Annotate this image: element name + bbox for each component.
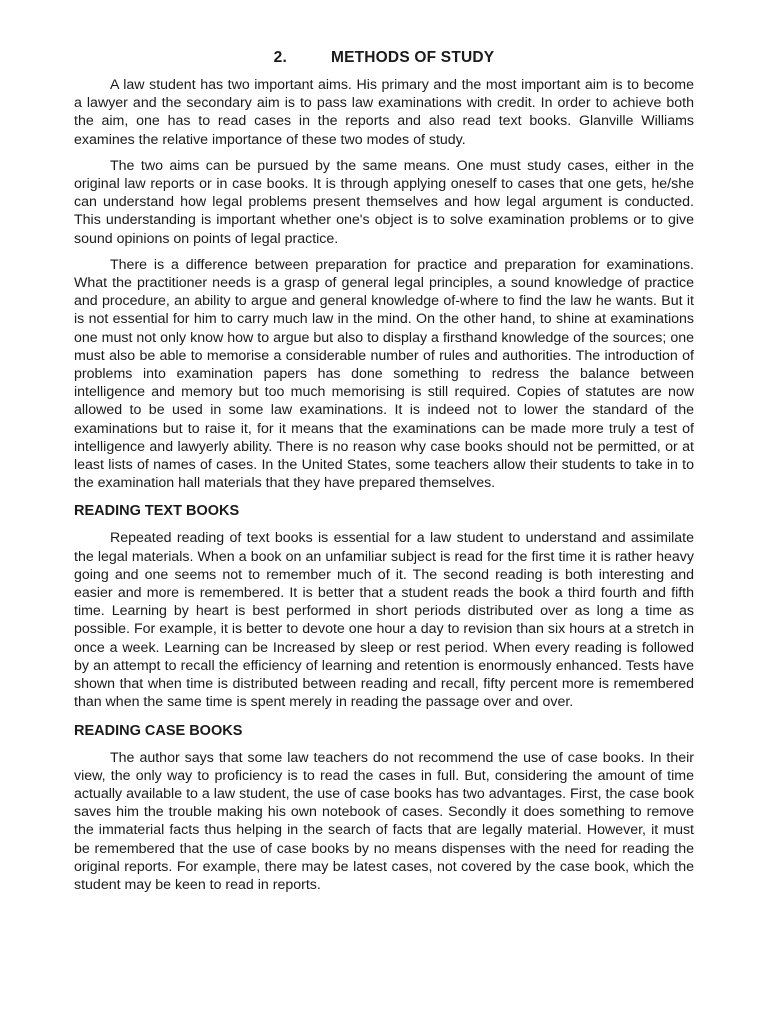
- chapter-title-text: METHODS OF STUDY: [330, 49, 495, 66]
- section-heading-reading-case-books: READING CASE BOOKS: [74, 722, 243, 739]
- section-paragraph: The author says that some law teachers do not recommend the use of case books. In their view, the only way to proficiency is to read the cases in full. But, considering the amount of time actually available to a law student, the use of case books has two advantages. First, the case book saves him the trouble making his own notebook of cases. Secondly it does something to remove the immaterial facts thus helping in the search of facts that are legally material. However, it must be remembered that the use of case books by no means dispenses with the need for reading the original reports. For example, there may be latest cases, not covered by the case book, which the student may be keen to read in reports.: [74, 749, 694, 893]
- intro-paragraph: The two aims can be pursued by the same means. One must study cases, either in the original law reports or in case books. It is through applying oneself to cases that one gets, he/she can understand how legal problems present themselves and how legal argument is conducted. This understanding is important whether one's object is to solve examination problems or to give sound opinions on points of legal practice.: [74, 157, 694, 247]
- chapter-number: 2.: [273, 49, 287, 66]
- intro-paragraph: There is a difference between preparation for practice and preparation for examinations. What the practitioner needs is a grasp of general legal principles, a sound knowledge of practice and procedure, an ability to argue and general knowledge of-where to find the law he wants. But it is not essential for him to carry much law in the mind. On the other hand, to shine at examinations one must not only know how to argue but also to display a firsthand knowledge of the sources; one must also be able to memorise a considerable number of rules and authorities. The introduction of problems into examination papers has done something to redress the balance between intelligence and memory but too much memorising is still required. Copies of statutes are now allowed to be used in some law examinations. It is indeed not to lower the standard of the examinations but to raise it, for it means that the examinations can be made more truly a test of intelligence and lawyerly ability. There is no reason why case books should not be permitted, or at least lists of names of cases. In the United States, some teachers allow their students to take in to the examination hall materials that they have prepared themselves.: [74, 256, 694, 492]
- section-paragraph: Repeated reading of text books is essential for a law student to understand and assimilate the legal materials. When a book on an unfamiliar subject is read for the first time it is rather heavy going and one seems not to remember much of it. The second reading is both interesting and easier and more is remembered. It is better that a student reads the book a third fourth and fifth time. Learning by heart is best performed in short periods distributed over as long a time as possible. For example, it is better to devote one hour a day to revision than six hours at a stretch in once a week. Learning can be Increased by sleep or rest period. When every reading is followed by an attempt to recall the efficiency of learning and retention is enormously enhanced. Tests have shown that when time is distributed between reading and recall, fifty percent more is remembered than when the same time is spent merely in reading the passage over and over.: [74, 530, 694, 711]
- intro-paragraph: A law student has two important aims. His primary and the most important aim is to become a lawyer and the secondary aim is to pass law examinations with credit. In order to achieve both the aim, one has to read cases in the reports and also read text books. Glanville Williams examines the relative importance of these two modes of study.: [74, 77, 694, 148]
- section-heading-reading-text-books: READING TEXT BOOKS: [74, 503, 240, 520]
- document-page: [74, 48, 694, 902]
- chapter-title: [74, 48, 694, 68]
